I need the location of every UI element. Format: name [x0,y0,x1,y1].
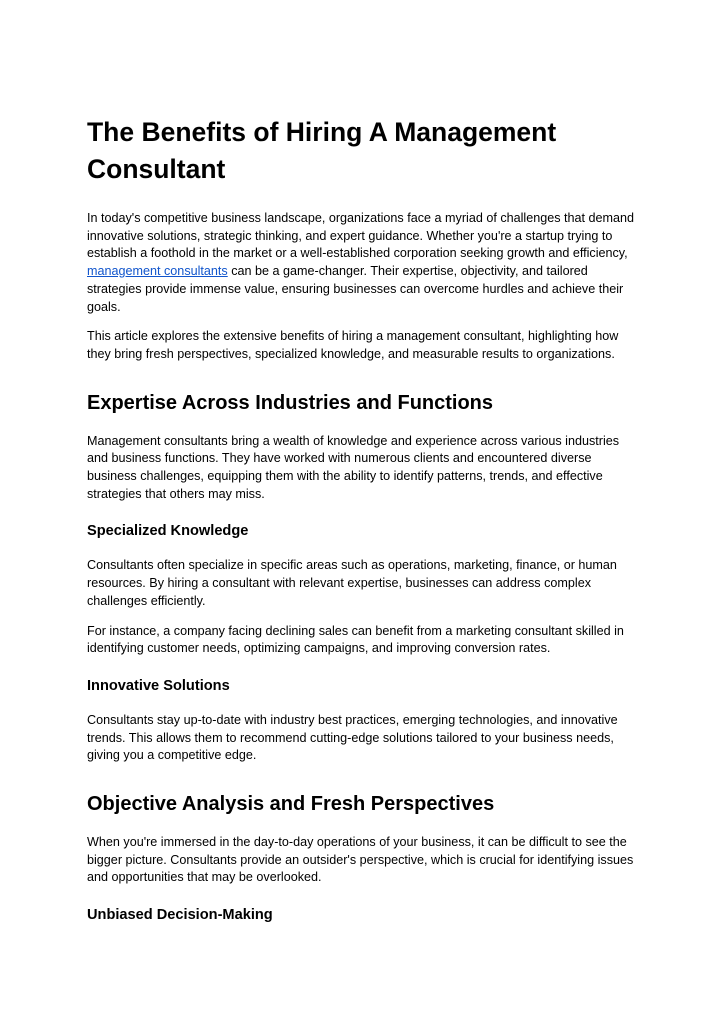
page-title: The Benefits of Hiring A Management Consultant [87,117,557,184]
document-body [87,114,635,941]
section-paragraph-objective-analysis: When you're immersed in the day-to-day operations of your business, it can be difficult to see the bigger picture. Consultants provide an outsider's perspective, which is crucial for identifying issues and opportunities that may be overlooked. [87,835,634,885]
paragraph-specialized-knowledge-2: For instance, a company facing declining sales can benefit from a marketing consultant skilled in identifying customer needs, optimizing campaigns, and improving conversion rates. [87,623,624,656]
intro-paragraph-2: This article explores the extensive benefits of hiring a management consultant, highlighting how they bring fresh perspectives, specialized knowledge, and measurable results to organizations. [87,329,619,361]
intro-text-after-link: can be a game-changer. Their expertise, objectivity, and tailored strategies provide immense value, ensuring businesses can overcome hurdles and achieve their goals. [87,264,624,314]
subheading-unbiased-decision-making: Unbiased Decision-Making [87,907,273,924]
section-paragraph-expertise: Management consultants bring a wealth of knowledge and experience across various industries and business functions. They have worked with numerous clients and encountered diverse business challenges, equipping them with the ability to identify patterns, trends, and effective strategies that others may miss. [87,433,620,501]
management-consultants-link[interactable]: management consultants [87,264,228,279]
section-heading-objective-analysis: Objective Analysis and Fresh Perspectives [87,793,495,816]
paragraph-innovative-solutions: Consultants stay up-to-date with industry best practices, emerging technologies, and innovative trends. This allows them to recommend cutting-edge solutions tailored to your business needs, giving you a competitive edge. [87,712,618,763]
section-heading-expertise: Expertise Across Industries and Functions [87,391,494,414]
paragraph-specialized-knowledge-1: Consultants often specialize in specific areas such as operations, marketing, finance, or human resources. By hiring a consultant with relevant expertise, businesses can address complex challenges efficiently. [87,558,617,608]
intro-text-before-link: In today's competitive business landscape, organizations face a myriad of challenges that demand innovative solutions, strategic thinking, and expert guidance. Whether you're a startup trying to establish a foothold in the market or a well-established corporation seeking growth and efficiency, [87,211,635,261]
subheading-innovative-solutions: Innovative Solutions [87,677,230,694]
subheading-specialized-knowledge: Specialized Knowledge [87,523,249,540]
intro-paragraph [87,210,635,316]
